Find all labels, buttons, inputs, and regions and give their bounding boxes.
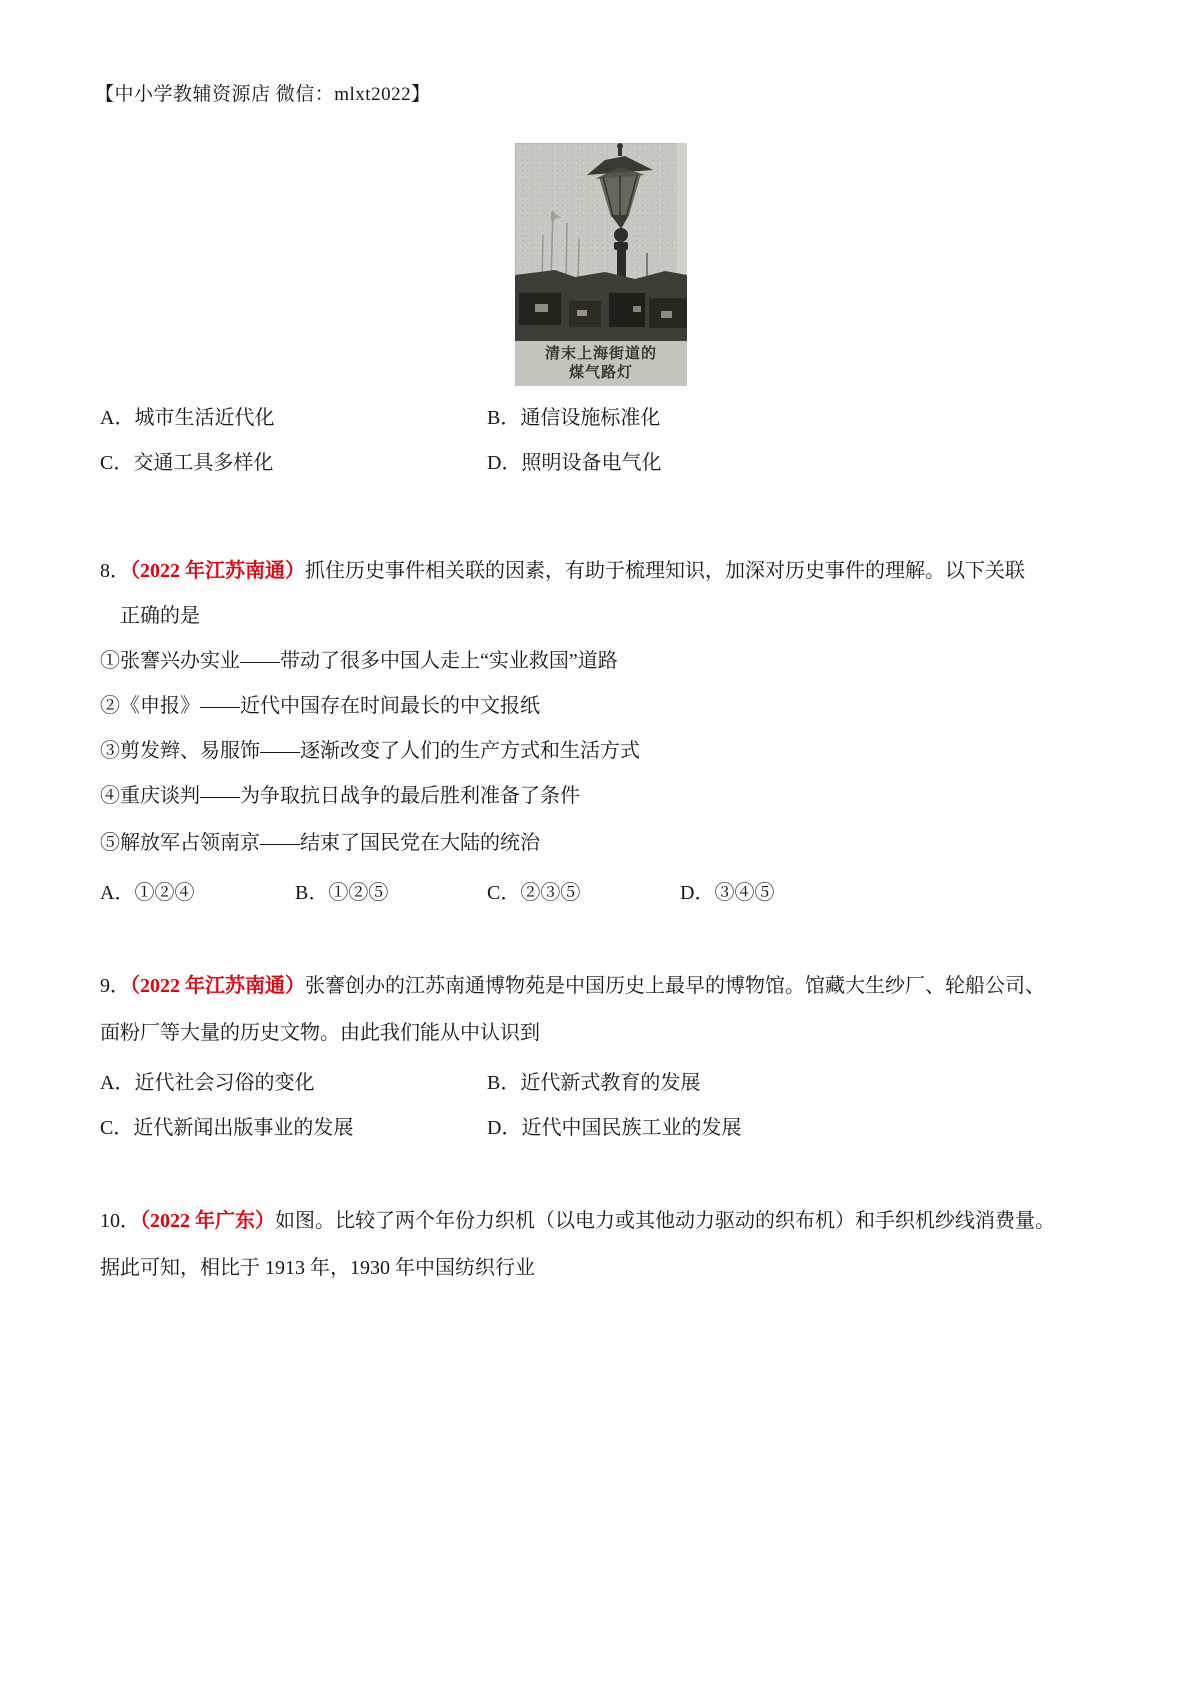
q8-stem-line1: [100, 556, 1025, 586]
q8-item-5: ⑤解放军占领南京——结束了国民党在大陆的统治: [100, 832, 540, 854]
q9-source-tag: （2022 年江苏南通）: [130, 975, 305, 997]
q7-option-b: B．通信设施标准化: [487, 407, 661, 429]
gas-street-lamp-photo: [515, 143, 687, 341]
q10-stem-line1: [100, 1206, 1055, 1236]
q8-stem-text: 抓住历史事件相关联的因素，有助于梳理知识，加深对历史事件的理解。以下关联: [305, 560, 1025, 582]
q9-number: 9．: [100, 975, 130, 997]
q9-stem-line1: [100, 971, 1045, 1001]
q10-stem-line2: 据此可知，相比于 1913 年，1930 年中国纺织行业: [100, 1257, 535, 1279]
q7-option-d: D．照明设备电气化: [487, 452, 662, 474]
q8-option-a: A．①②④: [100, 882, 195, 904]
q10-stem-text: 如图。比较了两个年份力织机（以电力或其他动力驱动的织布机）和手织机纱线消费量。: [275, 1210, 1055, 1232]
photo-caption-line2: 煤气路灯: [568, 364, 633, 381]
q9-option-d: D．近代中国民族工业的发展: [487, 1117, 742, 1139]
q8-item-4: ④重庆谈判——为争取抗日战争的最后胜利准备了条件: [100, 785, 580, 807]
q8-source-tag: （2022 年江苏南通）: [130, 560, 305, 582]
q7-option-c: C．交通工具多样化: [100, 452, 274, 474]
q9-stem-line2: 面粉厂等大量的历史文物。由此我们能从中认识到: [100, 1022, 540, 1044]
q7-option-a: A．城市生活近代化: [100, 407, 275, 429]
store-watermark-header: 【中小学教辅资源店 微信：mlxt2022】: [95, 84, 431, 105]
q8-option-b: B．①②⑤: [295, 882, 389, 904]
q9-option-c: C．近代新闻出版事业的发展: [100, 1117, 354, 1139]
q8-item-2: ②《申报》——近代中国存在时间最长的中文报纸: [100, 695, 540, 717]
q8-option-c: C．②③⑤: [487, 882, 581, 904]
q8-item-1: ①张謇兴办实业——带动了很多中国人走上“实业救国”道路: [100, 650, 618, 672]
q8-item-3: ③剪发辫、易服饰——逐渐改变了人们的生产方式和生活方式: [100, 740, 640, 762]
q9-option-b: B．近代新式教育的发展: [487, 1072, 701, 1094]
q9-stem-text: 张謇创办的江苏南通博物苑是中国历史上最早的博物馆。馆藏大生纱厂、轮船公司、: [305, 975, 1045, 997]
q8-stem-line2: 正确的是: [120, 605, 200, 627]
photo-caption-line1: 清末上海街道的: [544, 345, 657, 362]
q8-number: 8．: [100, 560, 130, 582]
photo-caption: [515, 341, 687, 386]
q10-number: 10．: [100, 1210, 140, 1232]
question7-photo-figure: [515, 143, 687, 386]
q9-option-a: A．近代社会习俗的变化: [100, 1072, 315, 1094]
q8-option-d: D．③④⑤: [680, 882, 775, 904]
q10-source-tag: （2022 年广东）: [140, 1210, 275, 1232]
